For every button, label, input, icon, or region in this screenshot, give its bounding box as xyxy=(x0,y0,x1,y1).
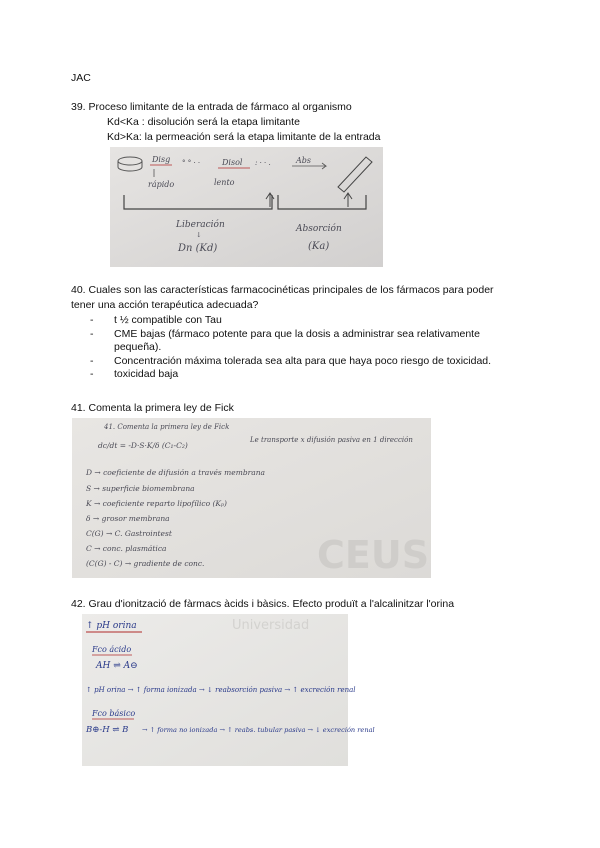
q41-photo-svg xyxy=(72,418,431,578)
header-initials: JAC xyxy=(71,72,91,84)
q41-l3: K → coeficiente reparto lipofílico (Kₚ) xyxy=(86,499,227,508)
q41-title: 41. Comenta la primera ley de Fick xyxy=(71,402,234,414)
q40-title-line1: 40. Cuales son las características farmacocinéticas principales de los fármacos para poder xyxy=(71,284,494,296)
q40-item-cont-text: pequeña). xyxy=(114,341,162,353)
q40-item: - CME bajas (fármaco potente para que la dosis a administrar sea relativamente xyxy=(90,328,491,342)
q41-l1: D → coeficiente de difusión a través membrana xyxy=(86,468,265,477)
q39-disol: Disol xyxy=(222,158,243,167)
q40-title-line2: tener una acción terapéutica adecuada? xyxy=(71,299,259,311)
q40-item: - t ½ compatible con Tau xyxy=(90,314,491,328)
q39-title: 39. Proceso limitante de la entrada de fármaco al organismo xyxy=(71,101,352,113)
q41-formula: dc/dt = -D·S·K/δ (C₁-C₂) xyxy=(98,441,188,450)
q42-watermark: Universidad xyxy=(232,618,310,633)
q41-l4: δ → grosor membrana xyxy=(86,514,170,523)
q41-l2: S → superficie biomembrana xyxy=(86,484,195,493)
q41-transport: Le transporte x difusión pasiva en 1 dirección xyxy=(250,436,413,444)
q41-l6: C → conc. plasmática xyxy=(86,544,167,553)
q42-handwritten-photo xyxy=(82,614,375,766)
q39-dis: Disg xyxy=(152,155,171,164)
q40-item: - Concentración máxima tolerada sea alta para que haya poco riesgo de toxicidad. xyxy=(90,355,491,369)
q39-rapido: rápido xyxy=(148,180,175,189)
q42-acid-label: Fco ácido xyxy=(92,645,132,654)
q42-acid-eq: AH ⇌ A⊖ xyxy=(96,661,138,671)
q40-list xyxy=(90,314,491,382)
q39-handwritten-photo xyxy=(110,147,383,267)
q39-liberacion: Liberación xyxy=(176,220,225,230)
q41-handwritten-photo xyxy=(72,418,431,578)
q42-photo-svg xyxy=(82,614,375,766)
q41-photo-heading: 41. Comenta la primera ley de Fick xyxy=(104,423,230,431)
q39-line1: Kd<Ka : disolución será la etapa limitante xyxy=(107,116,300,128)
q39-absorcion: Absorción xyxy=(296,224,342,234)
q40-item-cont xyxy=(90,341,491,355)
q41-watermark: CEUS xyxy=(317,533,430,577)
q39-lento: lento xyxy=(214,178,235,187)
q42-base-eq: B⊕-H ⇌ B xyxy=(86,725,129,735)
q39-line2: Kd>Ka: la permeación será la etapa limitante de la entrada xyxy=(107,131,381,143)
q39-photo-svg xyxy=(110,147,383,267)
q42-acid-line: ↑ pH orina → ↑ forma ionizada → ↓ reabsorción pasiva → ↑ excreción renal xyxy=(86,686,356,694)
q39-dn: Dn (Kd) xyxy=(178,243,218,254)
svg-text:: · · .: : · · . xyxy=(255,159,271,167)
q42-base-line: → ↑ forma no ionizada → ↑ reabs. tubular pasiva → ↓ excreción renal xyxy=(142,726,375,734)
q42-title: 42. Grau d'ionització de fàrmacs àcids i bàsics. Efecto produït a l'alcalinitzar l'orina xyxy=(71,598,455,610)
q41-l7: (C(G) - C) → gradiente de conc. xyxy=(86,559,205,568)
q39-ka: (Ka) xyxy=(308,241,330,252)
svg-text:↓: ↓ xyxy=(196,231,202,239)
q40-item: - toxicidad baja xyxy=(90,368,491,382)
q41-l5: C(G) → C. Gastrointest xyxy=(86,529,172,538)
q42-head: ↑ pH orina xyxy=(86,621,137,631)
q39-abs: Abs xyxy=(296,156,312,165)
svg-text:° ° · ·: ° ° · · xyxy=(182,159,201,167)
q42-base-label: Fco básico xyxy=(92,709,136,718)
